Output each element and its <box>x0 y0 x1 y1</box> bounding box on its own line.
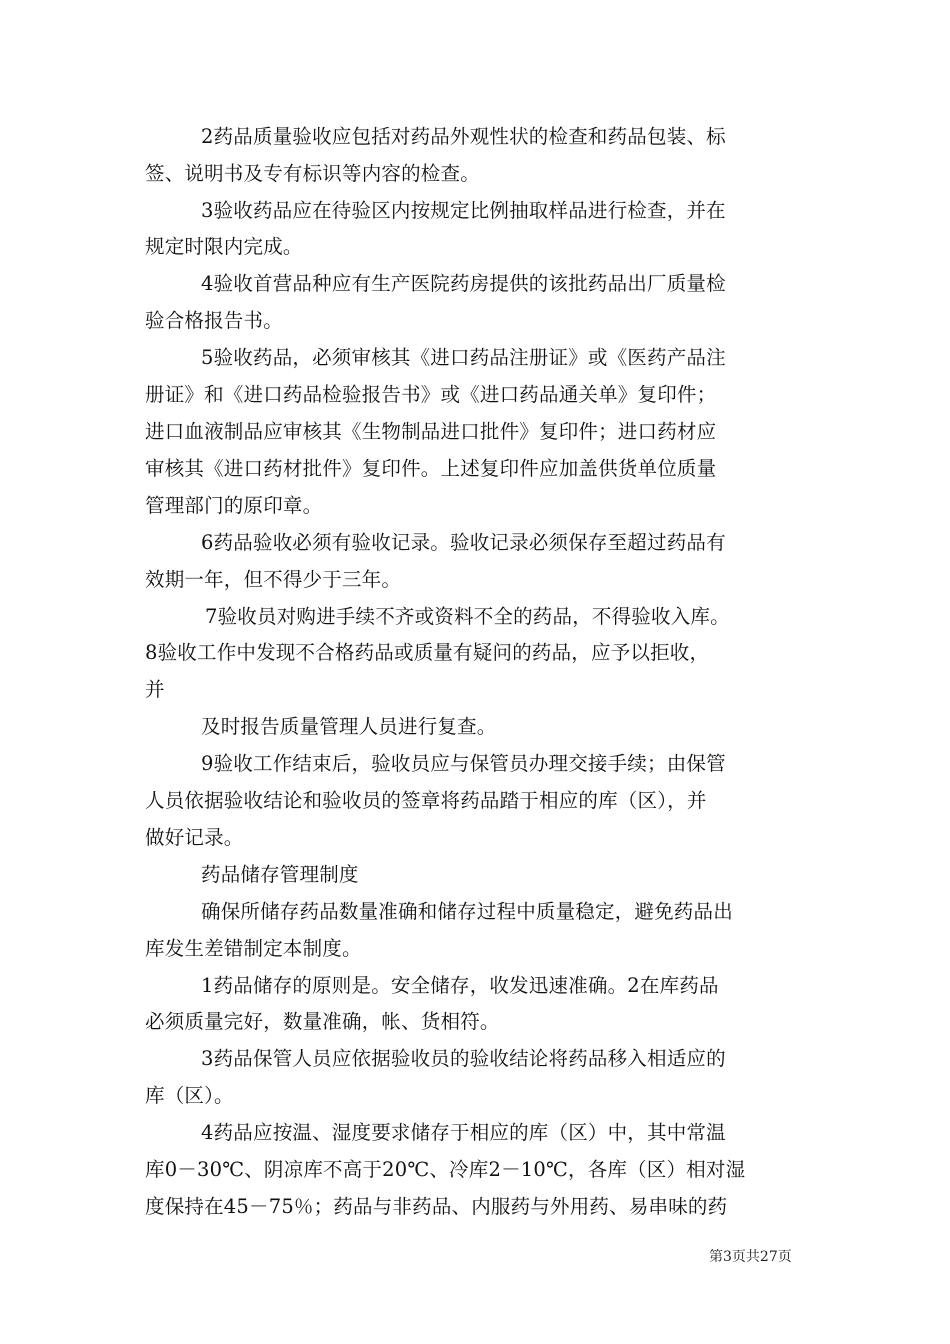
text-line: 及时报告质量管理人员进行复查。 <box>201 715 497 738</box>
text-line: 规定时限内完成。 <box>145 235 303 258</box>
text-line: 3验收药品应在待验区内按规定比例抽取样品进行检查，并在 <box>201 199 726 222</box>
text-line: 验合格报告书。 <box>145 309 283 332</box>
text-line: 6药品验收必须有验收记录。验收记录必须保存至超过药品有 <box>201 531 726 554</box>
text-line: 库（区）。 <box>145 1084 234 1107</box>
text-line: 进口血液制品应审核其《生物制品进口批件》复印件；进口药材应 <box>145 420 717 443</box>
section-title: 药品储存管理制度 <box>201 863 359 886</box>
text-line: 签、说明书及专有标识等内容的检查。 <box>145 162 480 185</box>
text-line: 9验收工作结束后，验收员应与保管员办理交接手续；由保管 <box>201 752 726 775</box>
text-line: 人员依据验收结论和验收员的签章将药品踏于相应的库（区），并 <box>145 789 707 812</box>
text-line: 册证》和《进口药品检验报告书》或《进口药品通关单》复印件； <box>145 383 717 406</box>
text-line: 4药品应按温、湿度要求储存于相应的库（区）中，其中常温 <box>201 1121 726 1144</box>
text-line: 7验收员对购进手续不齐或资料不全的药品，不得验收入库。 <box>205 605 730 628</box>
text-line: 库0－30℃、阴凉库不高于20℃、冷库2－10℃，各库（区）相对湿 <box>145 1158 746 1181</box>
text-line: 库发生差错制定本制度。 <box>145 937 362 960</box>
text-line: 度保持在45－75％；药品与非药品、内服药与外用药、易串味的药 <box>145 1195 728 1218</box>
text-line: 管理部门的原印章。 <box>145 494 323 517</box>
text-line: 5验收药品，必须审核其《进口药品注册证》或《医药产品注 <box>201 346 726 369</box>
page-number: 第3页共27页 <box>709 1249 792 1265</box>
text-line: 3药品保管人员应依据验收员的验收结论将药品移入相适应的 <box>201 1047 726 1070</box>
text-line: 2药品质量验收应包括对药品外观性状的检查和药品包装、标 <box>201 125 726 148</box>
text-line: 4验收首营品种应有生产医院药房提供的该批药品出厂质量检 <box>201 272 726 295</box>
text-line: 审核其《进口药材批件》复印件。上述复印件应加盖供货单位质量 <box>145 457 717 480</box>
text-line: 效期一年，但不得少于三年。 <box>145 568 402 591</box>
text-line: 确保所储存药品数量准确和储存过程中质量稳定，避免药品出 <box>201 900 733 923</box>
text-line: 做好记录。 <box>145 826 244 849</box>
text-line: 8验收工作中发现不合格药品或质量有疑问的药品，应予以拒收， <box>145 641 710 664</box>
text-line: 1药品储存的原则是。安全储存，收发迅速准确。2在库药品 <box>201 974 719 997</box>
text-line: 并 <box>145 678 165 701</box>
text-line: 必须质量完好，数量准确，帐、货相符。 <box>145 1010 500 1033</box>
